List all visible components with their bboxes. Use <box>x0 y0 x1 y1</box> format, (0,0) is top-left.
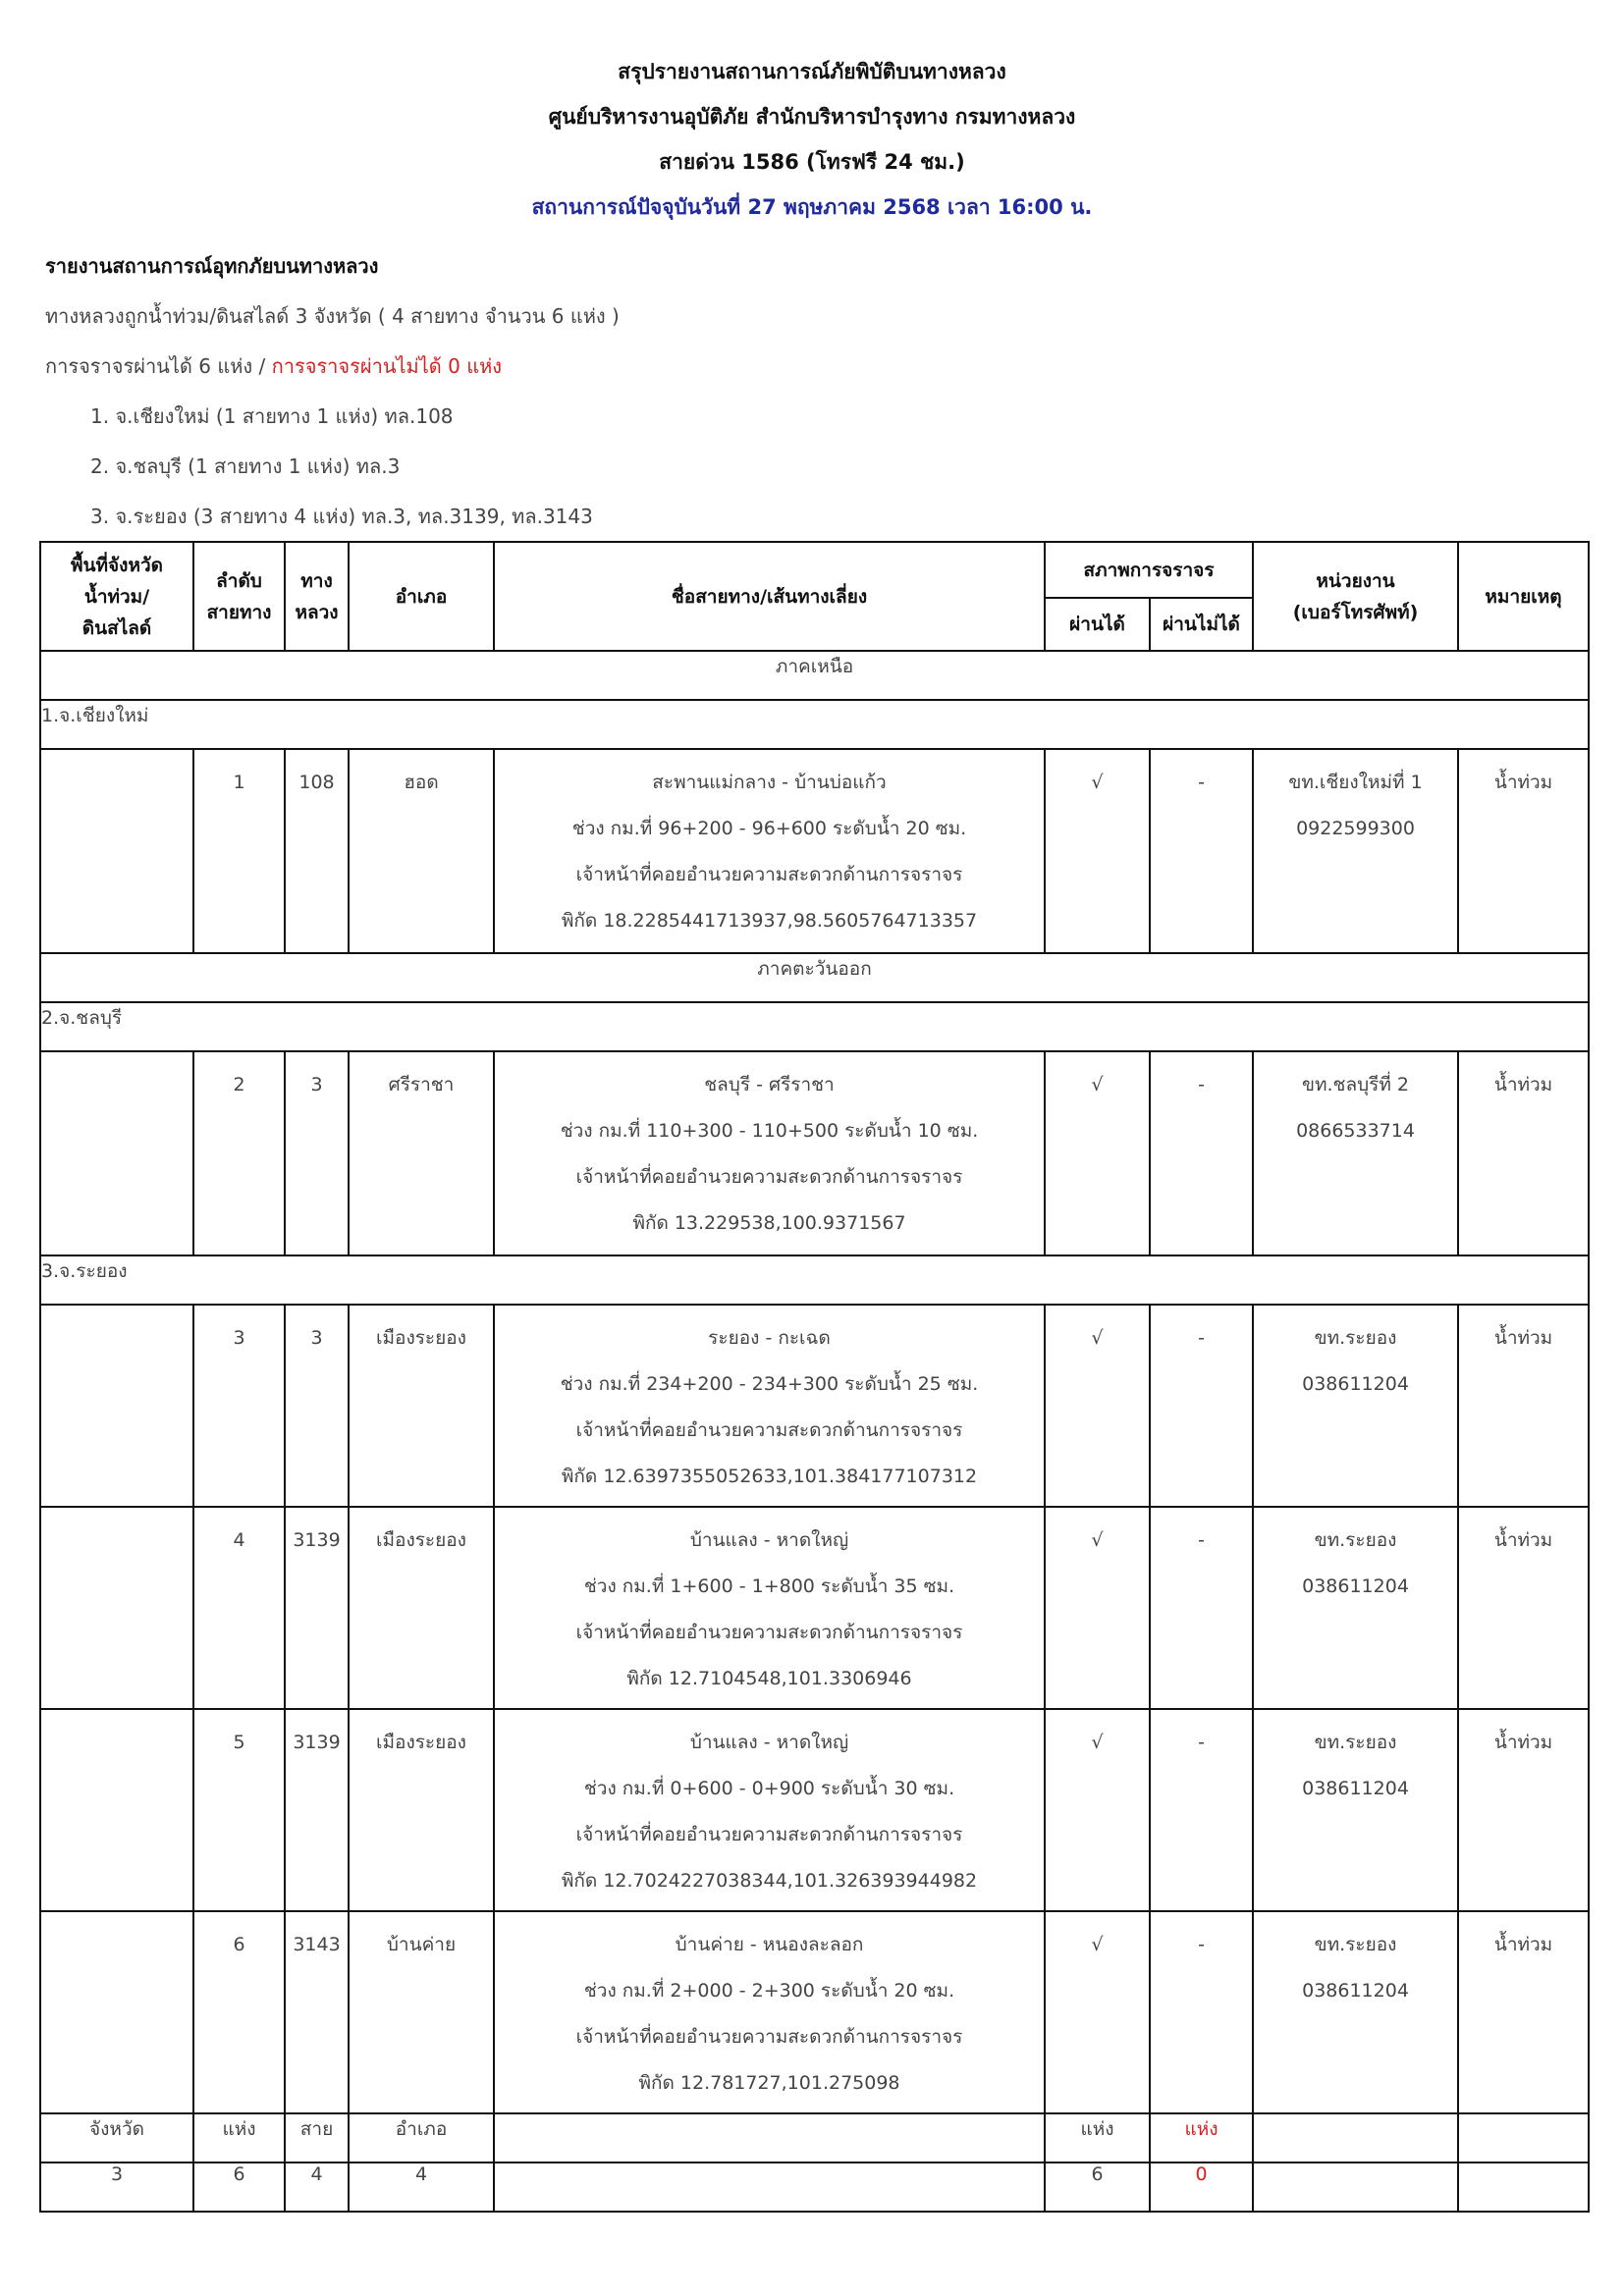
province-summary-item: 2. จ.ชลบุรี (1 สายทาง 1 แห่ง) ทล.3 <box>90 454 401 478</box>
area-cell <box>40 749 193 953</box>
district-cell: เมืองระยอง <box>349 1507 494 1709</box>
province-chonburi: 2.จ.ชลบุรี <box>40 1002 1589 1051</box>
pass-cell: √ <box>1045 1911 1150 2113</box>
province-row <box>40 700 1589 749</box>
note-cell: น้ำท่วม <box>1458 1911 1589 2113</box>
seq-cell: 1 <box>193 749 285 953</box>
agency-cell: ขท.ชลบุรีที่ 2 0866533714 <box>1253 1051 1458 1255</box>
agency-cell: ขท.ระยอง 038611204 <box>1253 1305 1458 1507</box>
agency-cell: ขท.ระยอง 038611204 <box>1253 1911 1458 2113</box>
footer-blank <box>1253 2163 1458 2212</box>
seq-cell: 2 <box>193 1051 285 1255</box>
pass-cell: √ <box>1045 749 1150 953</box>
nopass-count-text: การจราจรผ่านไม่ได้ 0 แห่ง <box>271 354 503 378</box>
footer-label-districts: อำเภอ <box>349 2113 494 2163</box>
footer-label-places: แห่ง <box>193 2113 285 2163</box>
footer-label-routes: สาย <box>285 2113 349 2163</box>
table-row <box>40 749 1589 953</box>
col-header-hwy: ทาง หลวง <box>285 542 349 651</box>
province-row <box>40 1002 1589 1051</box>
footer-blank <box>1253 2113 1458 2163</box>
col-header-district: อำเภอ <box>349 542 494 651</box>
total-pass: 6 <box>1045 2163 1150 2212</box>
pass-cell: √ <box>1045 1709 1150 1911</box>
agency-cell: ขท.ระยอง 038611204 <box>1253 1507 1458 1709</box>
province-rayong: 3.จ.ระยอง <box>40 1255 1589 1305</box>
table-row <box>40 1709 1589 1911</box>
footer-blank <box>1458 2163 1589 2212</box>
col-header-agency: หน่วยงาน (เบอร์โทรศัพท์) <box>1253 542 1458 651</box>
note-cell: น้ำท่วม <box>1458 1709 1589 1911</box>
district-cell: บ้านค่าย <box>349 1911 494 2113</box>
route-cell: บ้านแลง - หาดใหญ่ ช่วง กม.ที่ 1+600 - 1+800 ระดับน้ำ 35 ซม. เจ้าหน้าที่คอยอำนวยความสะดวกด้านการจราจร พิกัด 12.7104548,101.3306946 <box>494 1507 1045 1709</box>
province-chiangmai: 1.จ.เชียงใหม่ <box>40 700 1589 749</box>
note-cell: น้ำท่วม <box>1458 1305 1589 1507</box>
hotline: สายด่วน 1586 (โทรฟรี 24 ชม.) <box>659 150 965 174</box>
seq-cell: 5 <box>193 1709 285 1911</box>
area-cell <box>40 1709 193 1911</box>
footer-label-nopass: แห่ง <box>1150 2113 1253 2163</box>
district-cell: ศรีราชา <box>349 1051 494 1255</box>
region-north: ภาคเหนือ <box>40 651 1589 700</box>
hwy-cell: 3139 <box>285 1507 349 1709</box>
route-cell: ระยอง - กะเฉด ช่วง กม.ที่ 234+200 - 234+300 ระดับน้ำ 25 ซม. เจ้าหน้าที่คอยอำนวยความสะดวกด้านการจราจร พิกัด 12.6397355052633,101.384177107312 <box>494 1305 1045 1507</box>
total-provinces: 3 <box>40 2163 193 2212</box>
total-routes: 4 <box>285 2163 349 2212</box>
province-summary-item: 1. จ.เชียงใหม่ (1 สายทาง 1 แห่ง) ทล.108 <box>90 404 454 428</box>
district-cell: ฮอด <box>349 749 494 953</box>
area-cell <box>40 1911 193 2113</box>
hwy-cell: 108 <box>285 749 349 953</box>
total-nopass: 0 <box>1150 2163 1253 2212</box>
col-header-seq: ลำดับ สายทาง <box>193 542 285 651</box>
table-row <box>40 1051 1589 1255</box>
agency-cell: ขท.เชียงใหม่ที่ 1 0922599300 <box>1253 749 1458 953</box>
situation-datetime: สถานการณ์ปัจจุบันวันที่ 27 พฤษภาคม 2568 เวลา 16:00 น. <box>531 195 1093 219</box>
col-header-area: พื้นที่จังหวัด น้ำท่วม/ ดินสไลด์ <box>40 542 193 651</box>
col-header-route: ชื่อสายทาง/เส้นทางเลี่ยง <box>494 542 1045 651</box>
pass-cell: √ <box>1045 1051 1150 1255</box>
report-title: สรุปรายงานสถานการณ์ภัยพิบัติบนทางหลวง <box>618 60 1006 83</box>
province-row <box>40 1255 1589 1305</box>
seq-cell: 3 <box>193 1305 285 1507</box>
table-row <box>40 1305 1589 1507</box>
hwy-cell: 3139 <box>285 1709 349 1911</box>
nopass-cell: - <box>1150 1911 1253 2113</box>
footer-label-row <box>40 2113 1589 2163</box>
footer-blank <box>494 2113 1045 2163</box>
region-row <box>40 651 1589 700</box>
table-header-row <box>40 542 1589 598</box>
total-places: 6 <box>193 2163 285 2212</box>
hwy-cell: 3 <box>285 1051 349 1255</box>
intro-summary: ทางหลวงถูกน้ำท่วม/ดินสไลด์ 3 จังหวัด ( 4 สายทาง จำนวน 6 แห่ง ) <box>45 304 620 328</box>
route-cell: บ้านค่าย - หนองละลอก ช่วง กม.ที่ 2+000 - 2+300 ระดับน้ำ 20 ซม. เจ้าหน้าที่คอยอำนวยความสะดวกด้านการจราจร พิกัด 12.781727,101.275098 <box>494 1911 1045 2113</box>
nopass-cell: - <box>1150 1305 1253 1507</box>
seq-cell: 6 <box>193 1911 285 2113</box>
note-cell: น้ำท่วม <box>1458 1051 1589 1255</box>
nopass-cell: - <box>1150 1051 1253 1255</box>
col-header-nopass: ผ่านไม่ได้ <box>1150 598 1253 651</box>
area-cell <box>40 1305 193 1507</box>
pass-cell: √ <box>1045 1305 1150 1507</box>
nopass-cell: - <box>1150 1507 1253 1709</box>
footer-label-pass: แห่ง <box>1045 2113 1150 2163</box>
traffic-status-line <box>45 342 1577 392</box>
total-districts: 4 <box>349 2163 494 2212</box>
intro-section <box>45 241 1577 542</box>
organization-name: ศูนย์บริหารงานอุบัติภัย สำนักบริหารบำรุงทาง กรมทางหลวง <box>548 105 1076 129</box>
agency-cell: ขท.ระยอง 038611204 <box>1253 1709 1458 1911</box>
area-cell <box>40 1051 193 1255</box>
col-header-traffic: สภาพการจราจร <box>1045 542 1253 598</box>
col-header-note: หมายเหตุ <box>1458 542 1589 651</box>
note-cell: น้ำท่วม <box>1458 1507 1589 1709</box>
note-cell: น้ำท่วม <box>1458 749 1589 953</box>
footer-value-row <box>40 2163 1589 2212</box>
hwy-cell: 3143 <box>285 1911 349 2113</box>
footer-blank <box>1458 2113 1589 2163</box>
province-summary-item: 3. จ.ระยอง (3 สายทาง 4 แห่ง) ทล.3, ทล.3139, ทล.3143 <box>90 505 593 528</box>
route-cell: สะพานแม่กลาง - บ้านบ่อแก้ว ช่วง กม.ที่ 96+200 - 96+600 ระดับน้ำ 20 ซม. เจ้าหน้าที่คอยอำนวยความสะดวกด้านการจราจร พิกัด 18.2285441713937,98.5605764713357 <box>494 749 1045 953</box>
route-cell: บ้านแลง - หาดใหญ่ ช่วง กม.ที่ 0+600 - 0+900 ระดับน้ำ 30 ซม. เจ้าหน้าที่คอยอำนวยความสะดวกด้านการจราจร พิกัด 12.7024227038344,101.326393944982 <box>494 1709 1045 1911</box>
report-header <box>0 49 1624 230</box>
route-cell: ชลบุรี - ศรีราชา ช่วง กม.ที่ 110+300 - 110+500 ระดับน้ำ 10 ซม. เจ้าหน้าที่คอยอำนวยความสะดวกด้านการจราจร พิกัด 13.229538,100.9371567 <box>494 1051 1045 1255</box>
footer-blank <box>494 2163 1045 2212</box>
nopass-cell: - <box>1150 749 1253 953</box>
district-cell: เมืองระยอง <box>349 1709 494 1911</box>
incident-table <box>39 541 1590 2213</box>
hwy-cell: 3 <box>285 1305 349 1507</box>
table-row <box>40 1911 1589 2113</box>
region-row <box>40 953 1589 1002</box>
intro-heading: รายงานสถานการณ์อุทกภัยบนทางหลวง <box>45 254 379 278</box>
table-row <box>40 1507 1589 1709</box>
footer-label-province: จังหวัด <box>40 2113 193 2163</box>
region-east: ภาคตะวันออก <box>40 953 1589 1002</box>
district-cell: เมืองระยอง <box>349 1305 494 1507</box>
seq-cell: 4 <box>193 1507 285 1709</box>
area-cell <box>40 1507 193 1709</box>
col-header-pass: ผ่านได้ <box>1045 598 1150 651</box>
nopass-cell: - <box>1150 1709 1253 1911</box>
pass-count-text: การจราจรผ่านได้ 6 แห่ง / <box>45 354 272 378</box>
pass-cell: √ <box>1045 1507 1150 1709</box>
